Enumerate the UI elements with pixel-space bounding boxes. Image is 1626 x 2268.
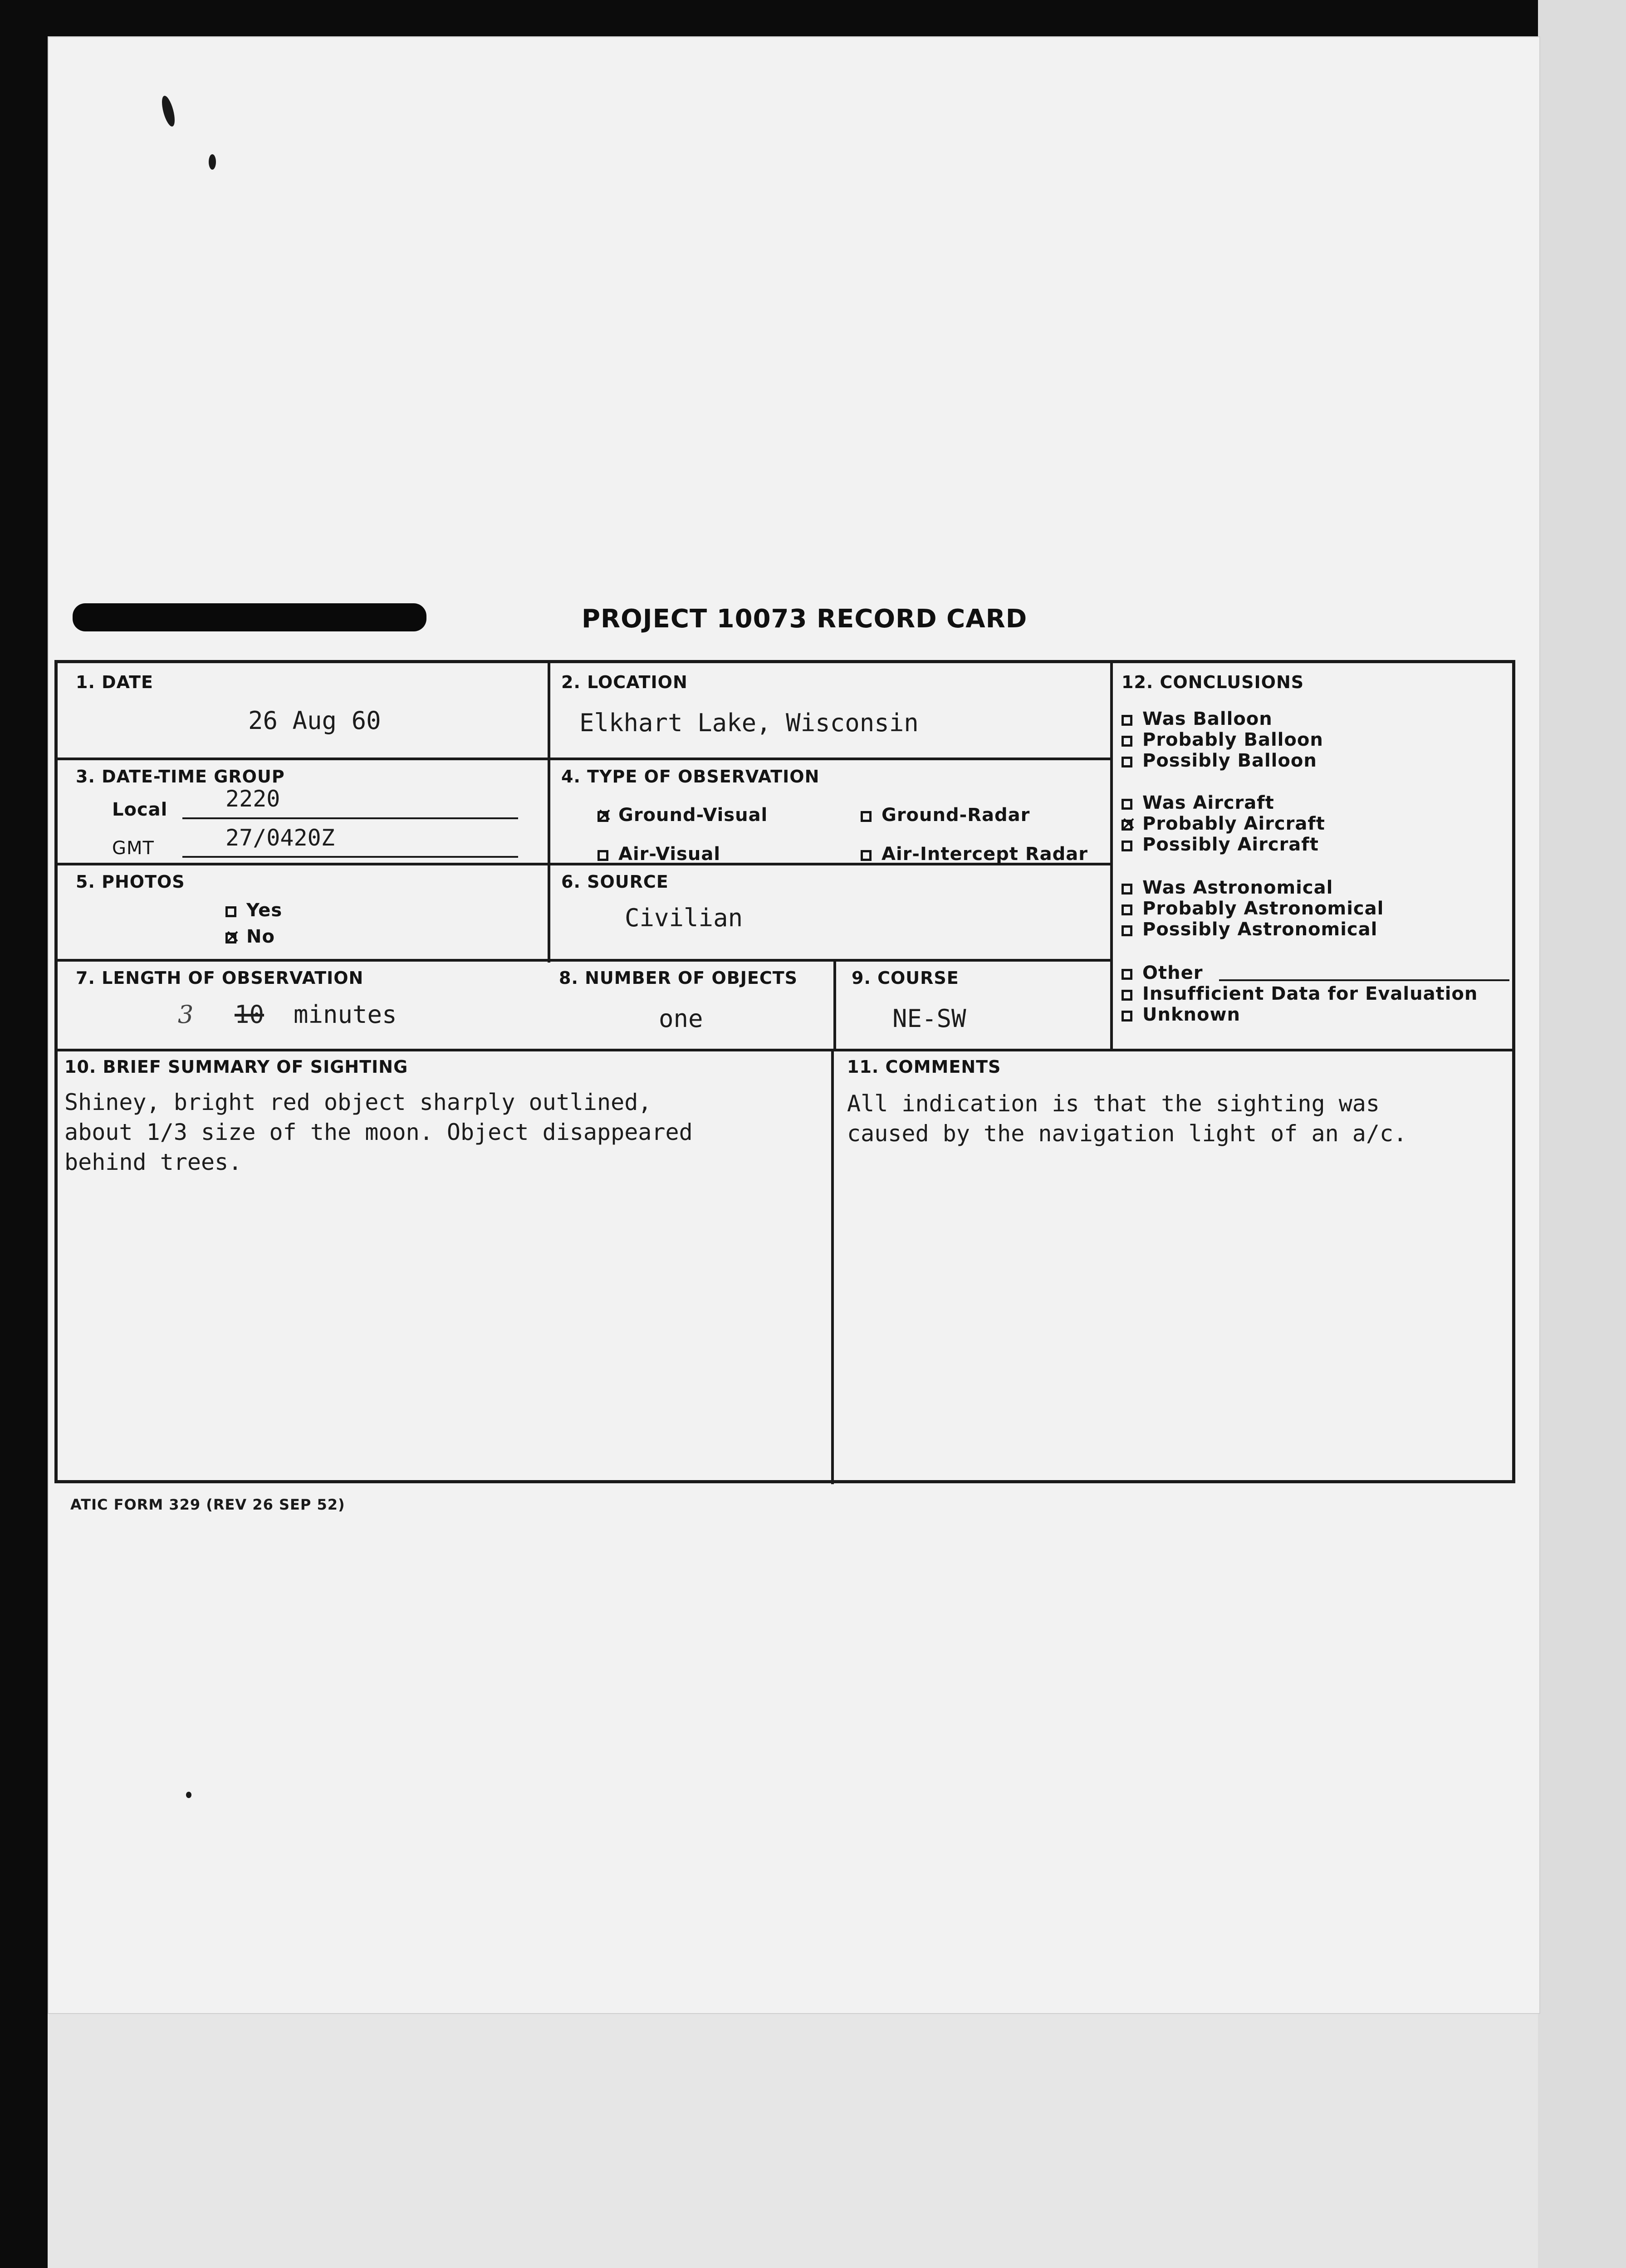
checkbox-checked-icon [1122, 820, 1132, 831]
divider [58, 1049, 1514, 1051]
other-conclusion-line [1219, 979, 1509, 981]
length-struck-number: 10 [235, 1000, 264, 1029]
photos-label: 5. PHOTOS [76, 872, 185, 892]
dust-mark [186, 1792, 191, 1798]
observation-option-air-intercept-radar: Air-Intercept Radar [861, 844, 1088, 865]
checkbox-icon [225, 906, 236, 917]
conclusion-probably-astronomical: Probably Astronomical [1122, 898, 1384, 919]
conclusion-possibly-balloon: Possibly Balloon [1122, 750, 1317, 771]
divider [58, 959, 1110, 962]
divider [831, 1049, 834, 1484]
comments-label: 11. COMMENTS [847, 1057, 1001, 1077]
checkbox-icon [1122, 925, 1132, 936]
observation-option-air-visual: Air-Visual [598, 844, 720, 865]
record-card-form [54, 660, 1515, 1483]
location-value: Elkhart Lake, Wisconsin [579, 709, 919, 737]
checkbox-icon [598, 850, 608, 861]
checkbox-icon [861, 850, 872, 861]
checkbox-icon [861, 811, 872, 822]
local-time-value: 2220 [225, 786, 280, 812]
local-time-label: Local [112, 799, 168, 820]
local-time-line [182, 817, 518, 819]
divider [1110, 663, 1113, 1051]
source-value: Civilian [625, 904, 743, 932]
divider [548, 663, 550, 963]
dust-mark [159, 94, 177, 127]
course-value: NE-SW [892, 1004, 966, 1033]
conclusion-probably-balloon: Probably Balloon [1122, 729, 1323, 750]
date-value: 26 Aug 60 [248, 706, 381, 735]
checkbox-icon [1122, 904, 1132, 915]
length-handwritten-number: 3 [178, 1000, 194, 1029]
date-time-group-label: 3. DATE-TIME GROUP [76, 767, 285, 787]
checkbox-icon [1122, 1011, 1132, 1022]
observation-option-ground-visual: ✕Ground-Visual [598, 805, 768, 826]
conclusion-probably-aircraft: ✕Probably Aircraft [1122, 813, 1325, 834]
number-of-objects-label: 8. NUMBER OF OBJECTS [559, 968, 798, 988]
checkbox-icon [1122, 757, 1132, 767]
summary-label: 10. BRIEF SUMMARY OF SIGHTING [64, 1057, 408, 1077]
length-unit: minutes [294, 1000, 397, 1029]
summary-line: behind trees. [64, 1149, 242, 1175]
checkbox-icon [1122, 841, 1132, 851]
conclusion-was-balloon: Was Balloon [1122, 709, 1273, 729]
checkbox-icon [1122, 736, 1132, 747]
checkbox-icon [1122, 715, 1132, 726]
photos-option-no: ✕No [225, 926, 275, 947]
conclusion-other: Other [1122, 963, 1203, 983]
source-label: 6. SOURCE [561, 872, 669, 892]
checkbox-checked-icon [598, 811, 608, 822]
divider [833, 959, 836, 1050]
redaction-bar [73, 603, 426, 631]
conclusions-label: 12. CONCLUSIONS [1122, 672, 1304, 692]
summary-line: Shiney, bright red object sharply outlined, [64, 1089, 652, 1115]
photo-backing-edge [1538, 0, 1626, 2268]
date-label: 1. DATE [76, 672, 153, 692]
conclusion-was-astronomical: Was Astronomical [1122, 877, 1333, 898]
checkbox-icon [1122, 969, 1132, 980]
divider [58, 758, 1110, 760]
form-identifier: ATIC FORM 329 (REV 26 SEP 52) [70, 1496, 345, 1513]
conclusion-unknown: Unknown [1122, 1004, 1240, 1025]
summary-line: about 1/3 size of the moon. Object disappeared [64, 1119, 693, 1145]
gmt-time-value: 27/0420Z [225, 825, 335, 851]
length-of-observation-label: 7. LENGTH OF OBSERVATION [76, 968, 364, 988]
observation-type-label: 4. TYPE OF OBSERVATION [561, 767, 820, 787]
observation-option-ground-radar: Ground-Radar [861, 805, 1030, 826]
gmt-time-line [182, 856, 518, 858]
conclusion-insufficient-data: Insufficient Data for Evaluation [1122, 983, 1478, 1004]
photo-backing [48, 2005, 1626, 2268]
course-label: 9. COURSE [852, 968, 959, 988]
number-of-objects-value: one [659, 1004, 703, 1033]
conclusion-possibly-aircraft: Possibly Aircraft [1122, 834, 1319, 855]
checkbox-icon [1122, 990, 1132, 1001]
checkbox-icon [1122, 884, 1132, 894]
card-title: PROJECT 10073 RECORD CARD [582, 604, 1028, 634]
checkbox-icon [1122, 799, 1132, 810]
location-label: 2. LOCATION [561, 672, 688, 692]
checkbox-checked-icon [225, 933, 236, 943]
photos-option-yes: Yes [225, 900, 282, 921]
comments-line: All indication is that the sighting was [847, 1090, 1380, 1117]
gmt-time-label: GMT [112, 838, 154, 859]
comments-line: caused by the navigation light of an a/c. [847, 1120, 1407, 1147]
conclusion-was-aircraft: Was Aircraft [1122, 792, 1274, 813]
conclusion-possibly-astronomical: Possibly Astronomical [1122, 919, 1377, 940]
dust-mark [209, 154, 216, 170]
